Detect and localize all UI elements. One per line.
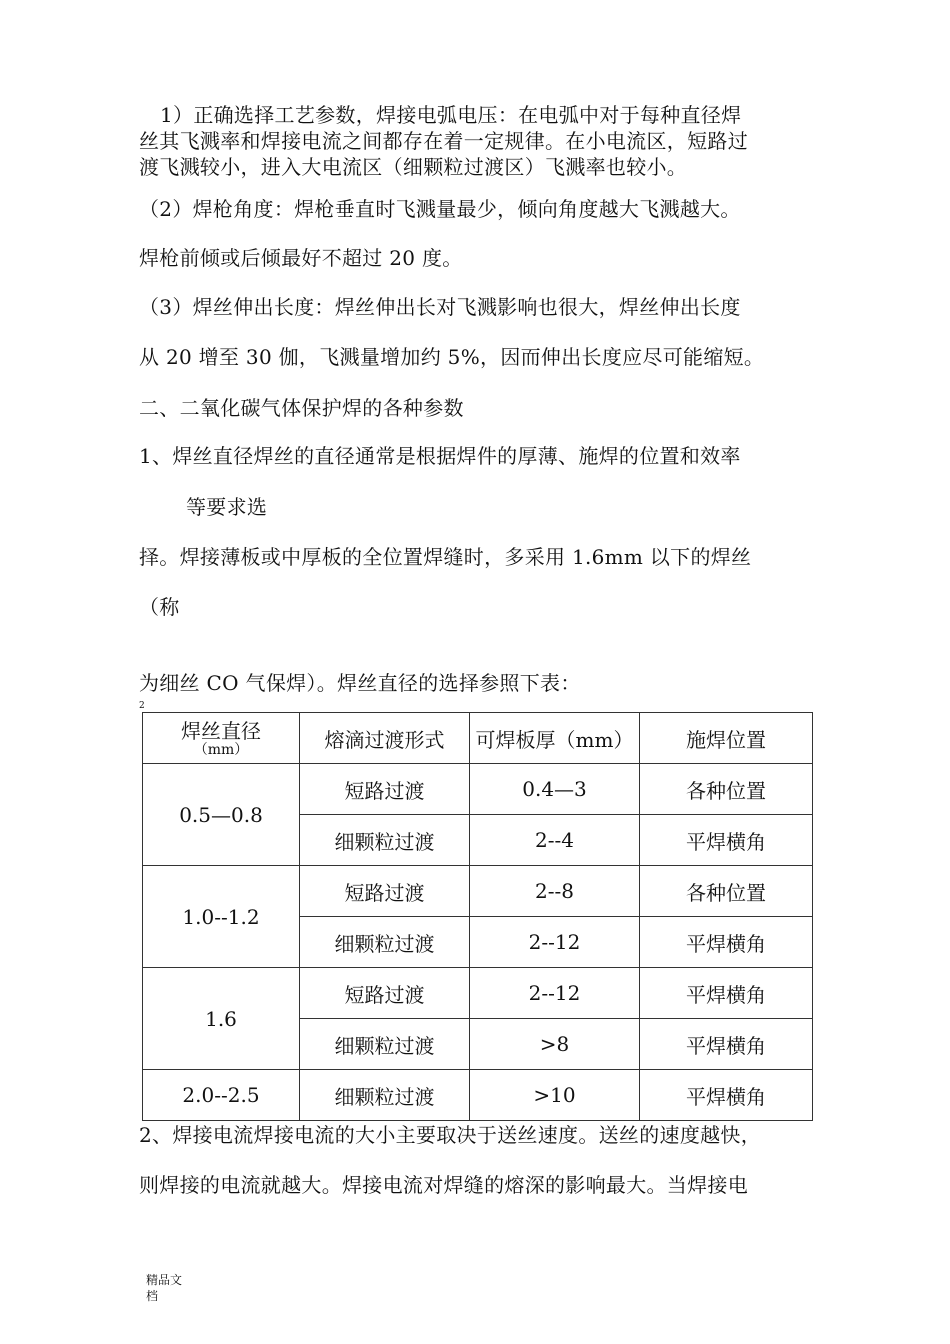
paragraph-line: 1）正确选择工艺参数，焊接电弧电压：在电弧中对于每种直径焊 — [160, 103, 742, 127]
cell-position: 平焊横角 — [640, 815, 813, 866]
table-row — [143, 764, 813, 815]
cell-transfer: 细颗粒过渡 — [300, 1070, 470, 1121]
cell-thickness: >8 — [470, 1019, 640, 1070]
cell-position: 平焊横角 — [640, 1070, 813, 1121]
paragraph-line: （称 — [139, 595, 180, 619]
table-header-row — [143, 713, 813, 764]
cell-thickness: 2--12 — [470, 968, 640, 1019]
wire-diameter-table — [142, 712, 813, 1121]
paragraph-line: 等要求选 — [186, 495, 268, 519]
paragraph-line: 为细丝 CO 气保焊）。焊丝直径的选择参照下表： — [139, 671, 581, 695]
header-diameter — [143, 713, 300, 764]
cell-diameter: 1.0--1.2 — [143, 866, 300, 968]
cell-diameter: 0.5—0.8 — [143, 764, 300, 866]
header-thickness: 可焊板厚（mm） — [470, 713, 640, 764]
paragraph-line: 丝其飞溅率和焊接电流之间都存在着一定规律。在小电流区，短路过 — [139, 129, 748, 153]
cell-diameter: 2.0--2.5 — [143, 1070, 300, 1121]
paragraph-line: 焊枪前倾或后倾最好不超过 20 度。 — [139, 246, 463, 270]
cell-thickness: 2--8 — [470, 866, 640, 917]
paragraph-line: 从 20 增至 30 伽，飞溅量增加约 5%，因而伸出长度应尽可能缩短。 — [139, 345, 765, 369]
header-transfer: 熔滴过渡形式 — [300, 713, 470, 764]
table-row — [143, 1070, 813, 1121]
paragraph-line: 择。焊接薄板或中厚板的全位置焊缝时，多采用 1.6mm 以下的焊丝 — [139, 545, 752, 569]
cell-thickness: >10 — [470, 1070, 640, 1121]
section-heading: 二、二氧化碳气体保护焊的各种参数 — [139, 396, 464, 420]
header-diameter-label: 焊丝直径 — [181, 719, 261, 743]
cell-transfer: 短路过渡 — [300, 764, 470, 815]
cell-transfer: 细颗粒过渡 — [300, 815, 470, 866]
table-row — [143, 968, 813, 1019]
cell-diameter: 1.6 — [143, 968, 300, 1070]
cell-thickness: 0.4—3 — [470, 764, 640, 815]
cell-thickness: 2--4 — [470, 815, 640, 866]
header-diameter-unit: （mm） — [193, 742, 249, 758]
footer-line: 档 — [146, 1289, 159, 1303]
cell-position: 平焊横角 — [640, 1019, 813, 1070]
cell-position: 各种位置 — [640, 764, 813, 815]
subscript-note: 2 — [139, 701, 145, 711]
cell-thickness: 2--12 — [470, 917, 640, 968]
footer-line: 精品文 — [146, 1273, 183, 1287]
cell-transfer: 短路过渡 — [300, 968, 470, 1019]
paragraph-line: 2、焊接电流焊接电流的大小主要取决于送丝速度。送丝的速度越快， — [139, 1123, 762, 1147]
page-footer — [146, 1272, 186, 1304]
cell-position: 平焊横角 — [640, 968, 813, 1019]
cell-transfer: 细颗粒过渡 — [300, 1019, 470, 1070]
paragraph-line: 则焊接的电流就越大。焊接电流对焊缝的熔深的影响最大。当焊接电 — [139, 1173, 748, 1197]
table-row — [143, 866, 813, 917]
paragraph-line: （2）焊枪角度：焊枪垂直时飞溅量最少，倾向角度越大飞溅越大。 — [139, 197, 741, 221]
cell-position: 平焊横角 — [640, 917, 813, 968]
cell-position: 各种位置 — [640, 866, 813, 917]
paragraph-line: 1、焊丝直径焊丝的直径通常是根据焊件的厚薄、施焊的位置和效率 — [139, 444, 741, 468]
cell-transfer: 短路过渡 — [300, 866, 470, 917]
header-position: 施焊位置 — [640, 713, 813, 764]
paragraph-line: 渡飞溅较小，进入大电流区（细颗粒过渡区）飞溅率也较小。 — [139, 155, 688, 179]
paragraph-line: （3）焊丝伸出长度：焊丝伸出长对飞溅影响也很大，焊丝伸出长度 — [139, 295, 741, 319]
cell-transfer: 细颗粒过渡 — [300, 917, 470, 968]
